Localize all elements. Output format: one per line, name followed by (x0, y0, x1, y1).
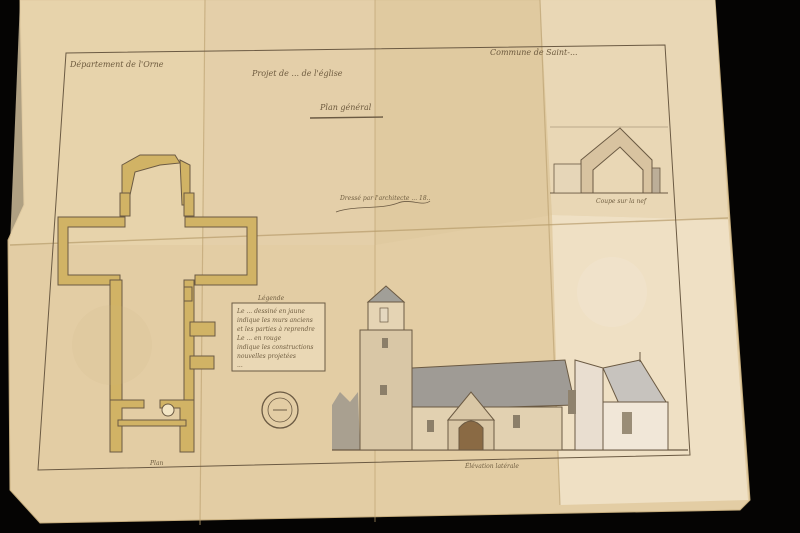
fold-panel-right (375, 0, 552, 245)
plan-choir-left-wall (120, 193, 130, 216)
tower-window-low (380, 385, 387, 395)
choir-window (568, 390, 576, 414)
nave-window-2 (513, 415, 520, 428)
legend-line-4: Le ... en rouge (237, 335, 282, 342)
plan-chapel-1 (190, 322, 215, 336)
tower-window-top (380, 308, 388, 322)
fold-panel-left (10, 0, 205, 245)
paper-stain-2 (72, 305, 152, 385)
tower-window-mid (382, 338, 388, 348)
legend (232, 295, 325, 371)
choir-wall (603, 402, 668, 450)
porch-door (459, 421, 483, 450)
legend-line-1: Le ... dessiné en jaune (237, 308, 305, 315)
header-left: Département de l'Orne (70, 60, 164, 69)
elevation-label: Élévation latérale (465, 463, 519, 470)
legend-line-5: indique les constructions (237, 344, 314, 351)
paper-stain-1 (577, 257, 647, 327)
fold-panel-mid (203, 0, 375, 245)
plan-label: Plan (150, 460, 164, 467)
legend-line-2: indique les murs anciens (237, 317, 313, 324)
plan-font (162, 404, 174, 416)
title-sub: Plan général (320, 103, 372, 112)
choir-gable (575, 360, 603, 450)
choir-door (622, 412, 632, 434)
elevation-trees-left (332, 392, 360, 450)
legend-line-7: ... (237, 362, 243, 369)
plan-chapel-2 (190, 356, 214, 369)
legend-line-3: et les parties à reprendre (237, 326, 315, 333)
plan-choir-right-wall (184, 193, 194, 216)
plan-buttress-1 (184, 287, 192, 301)
nave-roof (412, 360, 575, 410)
nave-window-1 (427, 420, 434, 432)
legend-line-6: nouvelles projetées (237, 353, 296, 360)
title-underline (310, 117, 383, 118)
section-left-aisle (554, 164, 581, 193)
signature: Dressé par l'architecte ... 18.. (340, 195, 431, 202)
section-label: Coupe sur la nef (596, 198, 647, 205)
fold-panel-bottom-right (552, 215, 748, 505)
section-right-buttress (652, 168, 660, 193)
plan-tower-front (118, 420, 186, 426)
title-main: Projet de ... de l'église (252, 69, 343, 78)
header-right: Commune de Saint-... (490, 48, 578, 57)
legend-title: Légende (258, 295, 285, 302)
